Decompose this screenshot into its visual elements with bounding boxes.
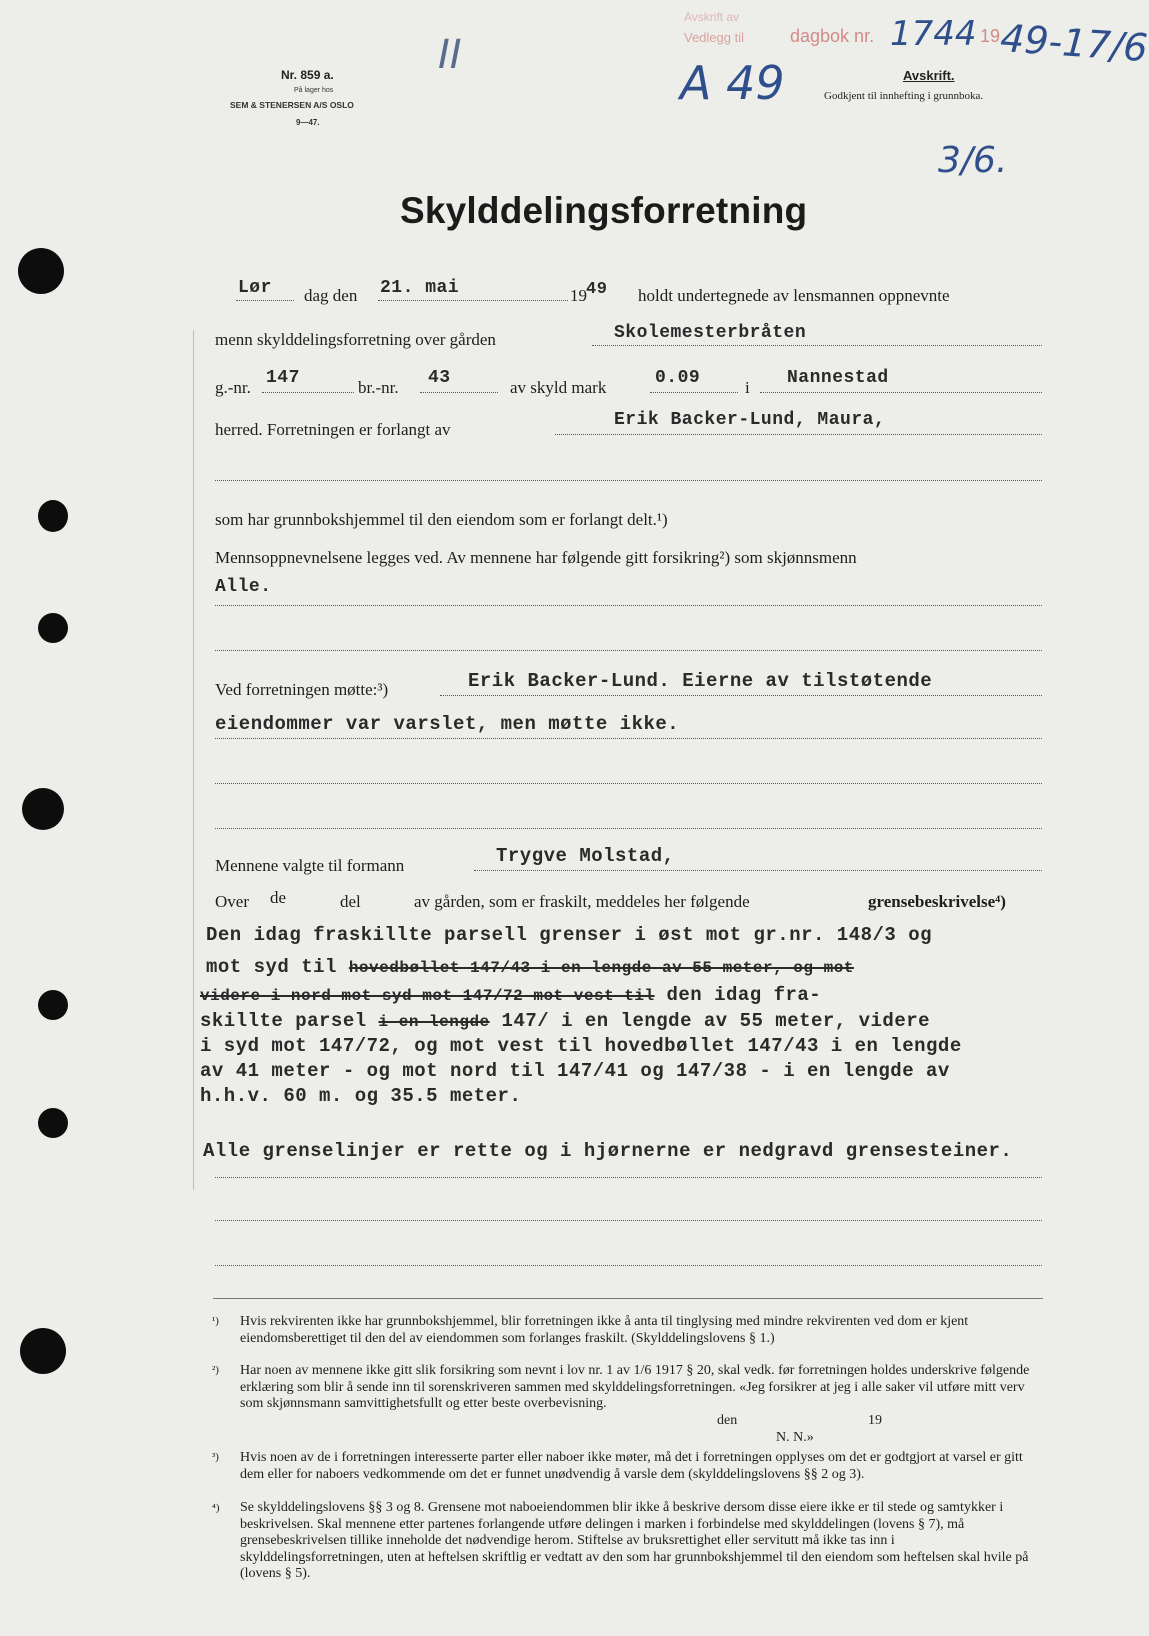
publisher-line-3: 9—47. (296, 118, 320, 127)
skyld-value: 0.09 (655, 368, 701, 388)
description-line-1: Den idag fraskillte parsell grenser i øst mot gr.nr. 148/3 og (206, 924, 933, 946)
roman-numeral: II (438, 32, 462, 78)
skyld-label: av skyld mark (510, 378, 607, 397)
herred-text: herred. Forretningen er forlangt av (215, 420, 451, 439)
footnote-divider (213, 1298, 1043, 1299)
held-text: holdt undertegnede av lensmannen oppnevnte (638, 286, 950, 305)
dag-den-label: dag den (304, 286, 358, 305)
binder-hole (38, 1108, 68, 1138)
year-suffix: 49 (586, 280, 608, 299)
stamp-year: 19 (980, 26, 1001, 46)
description-line-2 (206, 956, 854, 978)
stamp-line-2: Vedlegg til (684, 30, 744, 45)
struck-text: i en lengde (378, 1013, 490, 1031)
footnote-1-mark: ¹) (212, 1315, 219, 1327)
avskrift-title: Avskrift. (903, 68, 955, 83)
struck-text: hovedbøllet 147/43 i en lengde av 55 meter, og mot (348, 959, 854, 977)
over-label: Over (215, 892, 249, 911)
margin-rule (193, 330, 194, 1190)
footnote-4-mark: ⁴) (212, 1502, 220, 1514)
binder-hole (22, 788, 64, 830)
footnote-2-signature: N. N.» (776, 1430, 814, 1445)
footnote-2: Har noen av mennene ikke gitt slik forsikring som nevnt i lov nr. 1 av 1/6 1917 § 20, skal vedk. før forretningen holdes underskrive følgende erklæring som blir å sende inn til sorenskriveren sammen med skylddelingsforretningen. «Jeg forsikrer at jeg i alle saker vil utføre mitt verv som skjønnsmann samvittighetsfullt og etter beste overbevisning. (240, 1363, 1030, 1411)
description-text: skillte parsel (200, 1010, 379, 1032)
publisher-line-2: SEM & STENERSEN A/S OSLO (230, 100, 354, 110)
menn-text: menn skylddelingsforretning over gården (215, 330, 496, 349)
stamp-dagbok-label: dagbok nr. (790, 26, 875, 46)
brnr-label: br.-nr. (358, 378, 399, 397)
archive-reference: A 49 (680, 56, 785, 110)
footnote-2-mark: ²) (212, 1364, 219, 1376)
attended-line-2: eiendommer var varslet, men møtte ikke. (215, 713, 680, 735)
gnr-value: 147 (266, 368, 300, 388)
dagbok-number: 1744 (890, 14, 977, 54)
description-line-7: h.h.v. 60 m. og 35.5 meter. (200, 1085, 522, 1107)
mennsopp-text: Mennsoppnevnelsene legges ved. Av mennene har følgende gitt forsikring²) som skjønnsmenn (215, 548, 857, 567)
binder-hole (38, 990, 68, 1020)
grunnbok-text: som har grunnbokshjemmel til den eiendom som er forlangt delt.¹) (215, 510, 668, 529)
footnote-3-mark: ³) (212, 1451, 219, 1463)
binder-hole (20, 1328, 66, 1374)
description-text: 147/ i en lengde av 55 meter, videre (489, 1010, 931, 1032)
form-number: Nr. 859 a. (281, 68, 334, 82)
publisher-line-1: På lager hos (294, 87, 334, 94)
gnr-label: g.-nr. (215, 378, 251, 397)
brnr-value: 43 (428, 368, 451, 388)
avskrift-subtitle: Godkjent til innhefting i grunnboka. (824, 90, 984, 102)
description-text: mot syd til (206, 956, 349, 978)
binder-hole (38, 500, 68, 532)
attended-label: Ved forretningen møtte:³) (215, 680, 389, 699)
struck-text: videre i nord mot syd mot 147/72 mot vest til (200, 987, 655, 1005)
description-text: den idag fra- (654, 984, 822, 1006)
footnote-4: Se skylddelingslovens §§ 3 og 8. Grensene mot naboeiendommen blir ikke å beskrive dersom disse eiere ikke er til stede og samtykker i beskrivelsen. Skal mennene etter partenes forlangende utføre delingen i marken i forbindelse med skylddelingen (lovens § 7), må grensebeskrivelsen tillike inneholde det nødvendige herom. Stiftelse av bruksrettighet eller servitutt må ikke tas inn i skylddelingsforretningen, uten at heftelsen skriftlig er vedtatt av den som har grunnbokshjemmel til den eiendom som heftelsen skal hvile på (lovens § 5). (240, 1500, 1029, 1581)
farm-name: Skolemesterbråten (614, 323, 807, 343)
sworn-men: Alle. (215, 577, 272, 597)
boundary-intro: av gården, som er fraskilt, meddeles her følgende (414, 892, 750, 911)
description-line-6: av 41 meter - og mot nord til 147/41 og 147/38 - i en lengde av (200, 1060, 950, 1082)
requested-by: Erik Backer-Lund, Maura, (614, 410, 886, 430)
binder-hole (38, 613, 68, 643)
stamp-line-1: Avskrift av (684, 10, 740, 24)
description-line-3 (200, 984, 821, 1006)
chairman-label: Mennene valgte til formann (215, 856, 405, 875)
weekday-value: Lør (238, 278, 272, 298)
handwritten-year-date: 49-17/6 (998, 16, 1149, 71)
i-label: i (745, 378, 750, 397)
date-value: 21. mai (380, 278, 460, 298)
attended-line-1: Erik Backer-Lund. Eierne av tilstøtende (468, 670, 933, 692)
description-line-4 (200, 1010, 930, 1032)
document-title: Skylddelingsforretning (400, 190, 808, 231)
footnote-2-den: den (717, 1413, 738, 1428)
description-line-5: i syd mot 147/72, og mot vest til hovedbøllet 147/43 i en lengde (200, 1035, 962, 1057)
footnote-1: Hvis rekvirenten ikke har grunnbokshjemmel, blir forretningen ikke å anta til tinglysing med mindre rekvirenten ved dom er kjent eiendomsberettiget til den del av eiendommen som forlanges fraskilt. (Skylddelingslovens § 1.) (240, 1314, 969, 1346)
handwritten-initials: 3/6. (938, 140, 1008, 181)
over-fill: de (270, 888, 287, 907)
binder-hole (18, 248, 64, 294)
del-label: del (340, 892, 361, 911)
description-line-8: Alle grenselinjer er rette og i hjørnerne er nedgravd grensesteiner. (203, 1140, 1013, 1162)
chairman-name: Trygve Molstad, (496, 845, 675, 867)
year-prefix: 19 (570, 286, 587, 305)
boundary-label: grensebeskrivelse⁴) (868, 892, 1006, 911)
footnote-3: Hvis noen av de i forretningen interesserte parter eller naboer ikke møter, må det i forretningen opplyses om det er godtgjort at varsel er gitt dem eller for naboers vedkommende om det er funnet unødvendig å varsle dem (skylddelingslovens §§ 2 og 3). (240, 1450, 1023, 1482)
footnote-2-year: 19 (868, 1413, 882, 1428)
municipality: Nannestad (787, 368, 889, 388)
